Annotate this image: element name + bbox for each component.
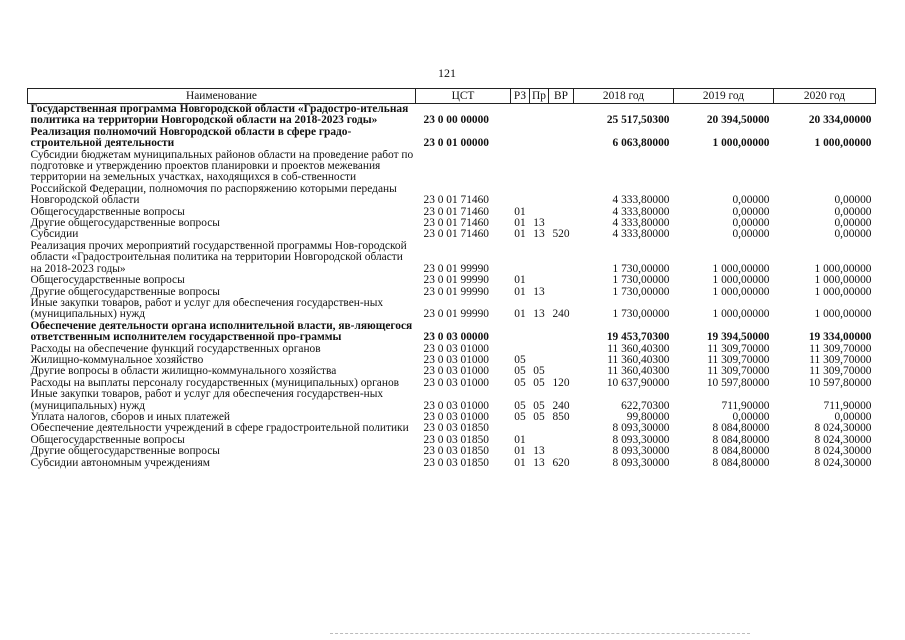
table-row bbox=[28, 458, 876, 469]
row-rz: 01 bbox=[514, 229, 526, 241]
row-amount-2020: 0,00000 bbox=[834, 411, 872, 423]
row-amount-2019: 0,00000 bbox=[732, 206, 770, 218]
table-row bbox=[28, 446, 876, 457]
row-name: Государственная программа Новгородской области «Градостро-ительная политика на территории Новгородской области на 2018-2023 годы» bbox=[30, 103, 409, 127]
row-rz bbox=[511, 127, 530, 150]
table-row bbox=[28, 287, 876, 298]
row-amount-2018: 6 063,80000 bbox=[612, 137, 670, 150]
row-name: Общегосударственные вопросы bbox=[30, 275, 185, 287]
row-cst: 23 0 03 01000 bbox=[423, 377, 489, 389]
row-amount-2020: 711,90000 bbox=[823, 399, 872, 412]
row-amount-2019: 10 597,80000 bbox=[706, 377, 770, 389]
row-cst: 23 0 01 71460 bbox=[423, 229, 489, 241]
row-rz: 05 bbox=[514, 354, 526, 366]
row-amount-2019: 1 000,00000 bbox=[712, 286, 770, 298]
row-amount-2020: 8 024,30000 bbox=[814, 434, 872, 446]
row-rz: 01 bbox=[514, 286, 526, 298]
table-row bbox=[28, 344, 876, 355]
row-pr: 13 bbox=[533, 229, 545, 241]
row-amount-2018: 4 333,80000 bbox=[612, 229, 670, 241]
row-rz: 01 bbox=[514, 206, 526, 218]
table-row bbox=[28, 207, 876, 218]
row-amount-2019: 8 084,80000 bbox=[712, 457, 770, 469]
row-amount-2018: 8 093,30000 bbox=[612, 434, 670, 446]
row-amount-2018: 1 730,00000 bbox=[612, 308, 670, 321]
row-amount-2019: 19 394,50000 bbox=[706, 331, 770, 344]
row-amount-2018: 4 333,80000 bbox=[612, 206, 670, 218]
header-2020: 2020 год bbox=[774, 89, 876, 104]
row-name: Другие общегосударственные вопросы bbox=[30, 286, 220, 298]
row-amount-2020: 0,00000 bbox=[834, 229, 872, 241]
table-row bbox=[28, 389, 876, 412]
row-amount-2019: 711,90000 bbox=[721, 399, 770, 412]
row-vr bbox=[549, 321, 574, 344]
table-row bbox=[28, 435, 876, 446]
row-name: Субсидии автономным учреждениям bbox=[30, 457, 210, 469]
row-pr bbox=[530, 435, 549, 446]
row-amount-2019: 1 000,00000 bbox=[712, 262, 770, 275]
header-rz: РЗ bbox=[511, 89, 530, 104]
row-cst: 23 0 01 71460 bbox=[423, 194, 489, 207]
row-cst: 23 0 03 01850 bbox=[423, 434, 489, 446]
row-vr bbox=[549, 275, 574, 286]
row-name: Расходы на обеспечение функций государственных органов bbox=[30, 343, 321, 355]
header-cst: ЦСТ bbox=[416, 89, 511, 104]
row-rz: 05 bbox=[514, 411, 526, 423]
row-cst: 23 0 01 99990 bbox=[423, 262, 489, 275]
row-amount-2020: 0,00000 bbox=[834, 218, 872, 230]
row-name: Иные закупки товаров, работ и услуг для обеспечения государствен-ных (муниципальных) нужд bbox=[30, 297, 384, 321]
row-cst: 23 0 03 01850 bbox=[423, 423, 489, 435]
row-rz: 01 bbox=[514, 218, 526, 230]
row-pr: 13 bbox=[533, 457, 545, 469]
row-rz bbox=[511, 423, 530, 434]
header-name: Наименование bbox=[28, 89, 416, 104]
row-amount-2019: 11 309,70000 bbox=[707, 343, 770, 355]
table-row bbox=[28, 150, 876, 207]
row-vr bbox=[549, 446, 574, 457]
row-cst: 23 0 03 01000 bbox=[423, 343, 489, 355]
row-pr bbox=[530, 104, 549, 127]
header-pr: Пр bbox=[530, 89, 549, 104]
row-name: Жилищно-коммунальное хозяйство bbox=[30, 354, 204, 366]
row-amount-2018: 622,70300 bbox=[621, 399, 670, 412]
row-vr: 240 bbox=[552, 399, 570, 412]
row-name: Уплата налогов, сборов и иных платежей bbox=[30, 411, 230, 423]
row-pr: 13 bbox=[533, 218, 545, 230]
row-amount-2020: 19 334,00000 bbox=[808, 331, 872, 344]
row-amount-2020: 8 024,30000 bbox=[814, 446, 872, 458]
row-vr: 120 bbox=[552, 377, 570, 389]
row-pr: 05 bbox=[533, 377, 545, 389]
row-vr bbox=[549, 241, 574, 275]
row-vr bbox=[549, 355, 574, 366]
table-row bbox=[28, 423, 876, 434]
row-amount-2019: 1 000,00000 bbox=[712, 308, 770, 321]
row-rz: 01 bbox=[514, 275, 526, 287]
row-vr bbox=[549, 104, 574, 127]
row-cst: 23 0 01 99990 bbox=[423, 286, 489, 298]
row-cst: 23 0 00 00000 bbox=[423, 114, 489, 127]
row-amount-2020: 1 000,00000 bbox=[814, 286, 872, 298]
row-pr bbox=[530, 207, 549, 218]
row-amount-2019: 8 084,80000 bbox=[712, 423, 770, 435]
page-number: 121 bbox=[438, 66, 456, 80]
row-rz bbox=[511, 104, 530, 127]
row-rz bbox=[511, 150, 530, 207]
row-amount-2020: 11 309,70000 bbox=[809, 366, 872, 378]
row-rz bbox=[511, 321, 530, 344]
row-amount-2019: 20 394,50000 bbox=[706, 114, 770, 127]
table-row bbox=[28, 366, 876, 377]
row-amount-2018: 4 333,80000 bbox=[612, 194, 670, 207]
row-cst: 23 0 01 00000 bbox=[423, 137, 489, 150]
table-body bbox=[28, 104, 876, 470]
row-amount-2020: 10 597,80000 bbox=[808, 377, 872, 389]
row-amount-2019: 11 309,70000 bbox=[707, 366, 770, 378]
row-pr bbox=[530, 321, 549, 344]
row-cst: 23 0 03 01000 bbox=[423, 354, 489, 366]
row-cst: 23 0 03 01000 bbox=[423, 366, 489, 378]
row-vr: 620 bbox=[552, 457, 570, 469]
table-row bbox=[28, 229, 876, 240]
row-pr bbox=[530, 241, 549, 275]
scan-artifact-line bbox=[330, 633, 750, 636]
row-vr: 520 bbox=[552, 229, 570, 241]
row-rz: 01 bbox=[514, 308, 526, 321]
row-amount-2020: 8 024,30000 bbox=[814, 457, 872, 469]
row-amount-2018: 8 093,30000 bbox=[612, 457, 670, 469]
row-amount-2018: 1 730,00000 bbox=[612, 286, 670, 298]
row-vr bbox=[549, 366, 574, 377]
row-amount-2019: 0,00000 bbox=[732, 229, 770, 241]
row-rz: 05 bbox=[514, 377, 526, 389]
row-name: Общегосударственные вопросы bbox=[30, 206, 185, 218]
row-pr bbox=[530, 355, 549, 366]
row-rz: 01 bbox=[514, 434, 526, 446]
table-row bbox=[28, 104, 876, 127]
row-name: Иные закупки товаров, работ и услуг для обеспечения государствен-ных (муниципальных) нужд bbox=[30, 389, 384, 412]
table-row bbox=[28, 127, 876, 150]
row-amount-2020: 1 000,00000 bbox=[814, 308, 872, 321]
table-row bbox=[28, 218, 876, 229]
row-pr: 05 bbox=[533, 399, 545, 412]
row-vr bbox=[549, 150, 574, 207]
row-amount-2018: 8 093,30000 bbox=[612, 423, 670, 435]
row-pr bbox=[530, 150, 549, 207]
row-amount-2020: 11 309,70000 bbox=[809, 354, 872, 366]
row-amount-2018: 25 517,50300 bbox=[606, 114, 670, 127]
row-amount-2018: 11 360,40300 bbox=[607, 343, 670, 355]
row-rz bbox=[511, 344, 530, 355]
row-name: Обеспечение деятельности органа исполнительной власти, яв-ляющегося ответственным исполнителем государственной про-граммы bbox=[30, 320, 413, 344]
table-row bbox=[28, 275, 876, 286]
row-amount-2018: 1 730,00000 bbox=[612, 262, 670, 275]
row-amount-2019: 1 000,00000 bbox=[712, 137, 770, 150]
row-amount-2020: 20 334,00000 bbox=[808, 114, 872, 127]
table-row bbox=[28, 241, 876, 275]
row-amount-2018: 8 093,30000 bbox=[612, 446, 670, 458]
row-amount-2018: 11 360,40300 bbox=[607, 354, 670, 366]
row-pr bbox=[530, 127, 549, 150]
row-amount-2019: 0,00000 bbox=[732, 411, 770, 423]
row-name: Расходы на выплаты персоналу государственных (муниципальных) органов bbox=[30, 377, 400, 389]
row-amount-2018: 19 453,70300 bbox=[606, 331, 670, 344]
row-name: Субсидии bbox=[30, 229, 79, 241]
row-amount-2020: 0,00000 bbox=[834, 194, 872, 207]
row-cst: 23 0 03 01850 bbox=[423, 457, 489, 469]
row-pr: 05 bbox=[533, 366, 545, 378]
row-rz: 01 bbox=[514, 446, 526, 458]
row-amount-2020: 0,00000 bbox=[834, 206, 872, 218]
row-name: Другие общегосударственные вопросы bbox=[30, 218, 220, 230]
row-amount-2018: 99,80000 bbox=[626, 411, 670, 423]
row-amount-2020: 8 024,30000 bbox=[814, 423, 872, 435]
row-amount-2020: 1 000,00000 bbox=[814, 262, 872, 275]
table-row bbox=[28, 412, 876, 423]
header-2018: 2018 год bbox=[574, 89, 674, 104]
row-rz: 05 bbox=[514, 366, 526, 378]
row-cst: 23 0 03 01000 bbox=[423, 399, 489, 412]
row-cst: 23 0 01 71460 bbox=[423, 206, 489, 218]
row-vr: 240 bbox=[552, 308, 570, 321]
row-cst: 23 0 01 99990 bbox=[423, 275, 489, 287]
row-pr bbox=[530, 423, 549, 434]
row-amount-2018: 10 637,90000 bbox=[606, 377, 670, 389]
row-vr bbox=[549, 287, 574, 298]
row-cst: 23 0 01 99990 bbox=[423, 308, 489, 321]
row-name: Субсидии бюджетам муниципальных районов области на проведение работ по подготовке и утверждению проектов планировки и проектов межевания территории на земельных участках, находящихся в соб-ственности Российской Федерации, полномочия по распоряжению которыми переданы Новгородской области bbox=[30, 149, 414, 207]
row-pr: 13 bbox=[533, 286, 545, 298]
header-vr: ВР bbox=[549, 89, 574, 104]
row-name: Другие общегосударственные вопросы bbox=[30, 446, 220, 458]
row-pr bbox=[530, 275, 549, 286]
row-pr: 13 bbox=[533, 446, 545, 458]
row-vr bbox=[549, 218, 574, 229]
row-vr: 850 bbox=[552, 411, 570, 423]
table-row bbox=[28, 298, 876, 321]
table-header bbox=[28, 89, 876, 104]
row-pr bbox=[530, 344, 549, 355]
row-rz: 01 bbox=[514, 457, 526, 469]
row-amount-2019: 0,00000 bbox=[732, 218, 770, 230]
table-row bbox=[28, 355, 876, 366]
row-amount-2019: 11 309,70000 bbox=[707, 354, 770, 366]
row-vr bbox=[549, 423, 574, 434]
row-amount-2018: 4 333,80000 bbox=[612, 218, 670, 230]
table-row bbox=[28, 321, 876, 344]
row-name: Реализация прочих мероприятий государственной программы Нов-городской области «Градостроительная политика на территории Новгородской области на 2018-2023 годы» bbox=[30, 240, 407, 275]
row-amount-2019: 0,00000 bbox=[732, 194, 770, 207]
row-vr bbox=[549, 344, 574, 355]
row-vr bbox=[549, 127, 574, 150]
row-name: Обеспечение деятельности учреждений в сфере градостроительной политики bbox=[30, 423, 409, 435]
row-amount-2018: 1 730,00000 bbox=[612, 275, 670, 287]
row-rz bbox=[511, 241, 530, 275]
row-pr: 13 bbox=[533, 308, 545, 321]
row-cst: 23 0 03 00000 bbox=[423, 331, 489, 344]
row-name: Реализация полномочий Новгородской области в сфере градо-строительной деятельности bbox=[30, 126, 352, 150]
row-amount-2019: 1 000,00000 bbox=[712, 275, 770, 287]
row-amount-2020: 1 000,00000 bbox=[814, 275, 872, 287]
budget-table bbox=[27, 88, 876, 469]
row-amount-2019: 8 084,80000 bbox=[712, 434, 770, 446]
row-amount-2019: 8 084,80000 bbox=[712, 446, 770, 458]
row-cst: 23 0 03 01000 bbox=[423, 411, 489, 423]
row-rz: 05 bbox=[514, 399, 526, 412]
row-vr bbox=[549, 207, 574, 218]
row-amount-2018: 11 360,40300 bbox=[607, 366, 670, 378]
row-name: Общегосударственные вопросы bbox=[30, 434, 185, 446]
header-2019: 2019 год bbox=[674, 89, 774, 104]
row-amount-2020: 1 000,00000 bbox=[814, 137, 872, 150]
row-amount-2020: 11 309,70000 bbox=[809, 343, 872, 355]
table-row bbox=[28, 378, 876, 389]
row-vr bbox=[549, 435, 574, 446]
row-pr: 05 bbox=[533, 411, 545, 423]
row-cst: 23 0 03 01850 bbox=[423, 446, 489, 458]
row-cst: 23 0 01 71460 bbox=[423, 218, 489, 230]
row-name: Другие вопросы в области жилищно-коммунального хозяйства bbox=[30, 366, 337, 378]
